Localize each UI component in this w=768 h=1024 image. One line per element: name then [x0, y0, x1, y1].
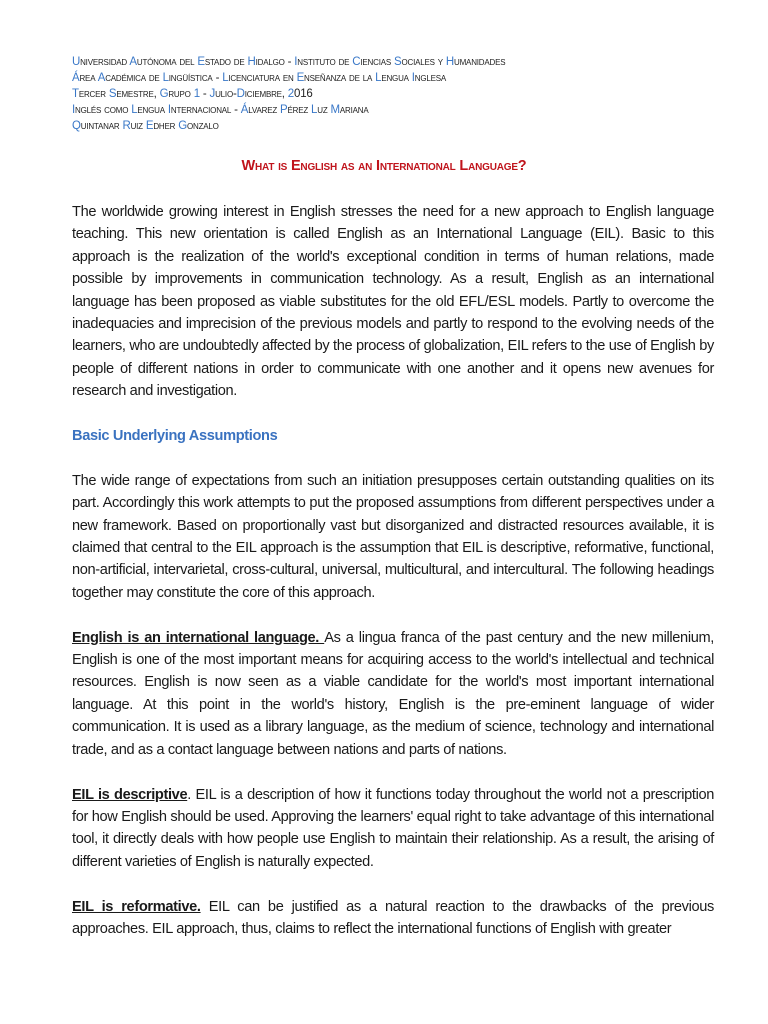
document-title: What is English as an International Language? [241, 158, 527, 174]
point-paragraph [72, 627, 714, 761]
section-paragraph: The wide range of expectations from such an initiation presupposes certain outstanding qualities on its part. Accordingly this work attempts to put the proposed assumptions from different perspectives under a new framework. Based on proportionally vast but disorganized and distracted resources available, it is claimed that central to the EIL approach is the assumption that EIL is descriptive, reformative, functional, non-artificial, intervarietal, cross-cultural, universal, multicultural, and intercultural. The following headings together may constitute the core of this approach. [72, 472, 714, 601]
point-lead: English is an international language. [72, 629, 325, 646]
section-heading: Basic Underlying Assumptions [72, 428, 278, 445]
point-paragraph [72, 784, 714, 874]
point-text: . EIL is a description of how it functions today throughout the world not a prescription for how English should be used. Approving the learners' equal right to take advantage of this international tool, it directly deals with how people use English to maintain their relationship. As a result, the arising of different varieties of English is naturally expected. [72, 786, 714, 870]
header-line: Área Académica de Lingüística - Licenciatura en Enseñanza de la Lengua Inglesa [72, 72, 447, 84]
intro-paragraph: The worldwide growing interest in English stresses the need for a new approach to English language teaching. This new orientation is called English as an International Language (EIL). Basic to this approach is the realization of the world's exceptional condition in terms of human relations, made possible by improvements in communication technology. As a result, English as an international language has been proposed as viable substitutes for the old EFL/ESL models. Partly to overcome the inadequacies and imprecision of the previous models and partly to respond to the evolving needs of the learners, who are undoubtedly affected by the process of globalization, EIL refers to the use of English by people of different nations in order to communicate with one another and it opens new avenues for research and investigation. [72, 204, 714, 400]
header-line: Inglés como Lengua Internacional - Álvarez Pérez Luz Mariana [72, 104, 369, 116]
document-body [72, 201, 714, 963]
header-line: Quintanar Ruiz Edher Gonzalo [72, 120, 219, 132]
header-line: Tercer Semestre, Grupo 1 - Julio-Diciembre, 2016 [72, 88, 313, 100]
point-lead: EIL is descriptive [72, 786, 188, 803]
header-line: Universidad Autónoma del Estado de Hidalgo - Instituto de Ciencias Sociales y Humanidades [72, 56, 506, 68]
point-paragraph [72, 896, 714, 941]
point-lead: EIL is reformative. [72, 898, 201, 915]
point-text: As a lingua franca of the past century and the new millenium, English is one of the most important means for acquiring access to the world's intellectual and technical resources. English is now seen as a viable candidate for the world's most important international language. At this point in the world's history, English is the pre-eminent language of wider communication. It is used as a library language, as the medium of science, technology and international trade, and as a contact language between nations and parts of nations. [72, 629, 714, 758]
point-text: EIL can be justified as a natural reaction to the drawbacks of the previous approaches. EIL approach, thus, claims to reflect the international functions of English with greater [72, 898, 714, 937]
document-header [72, 54, 505, 134]
